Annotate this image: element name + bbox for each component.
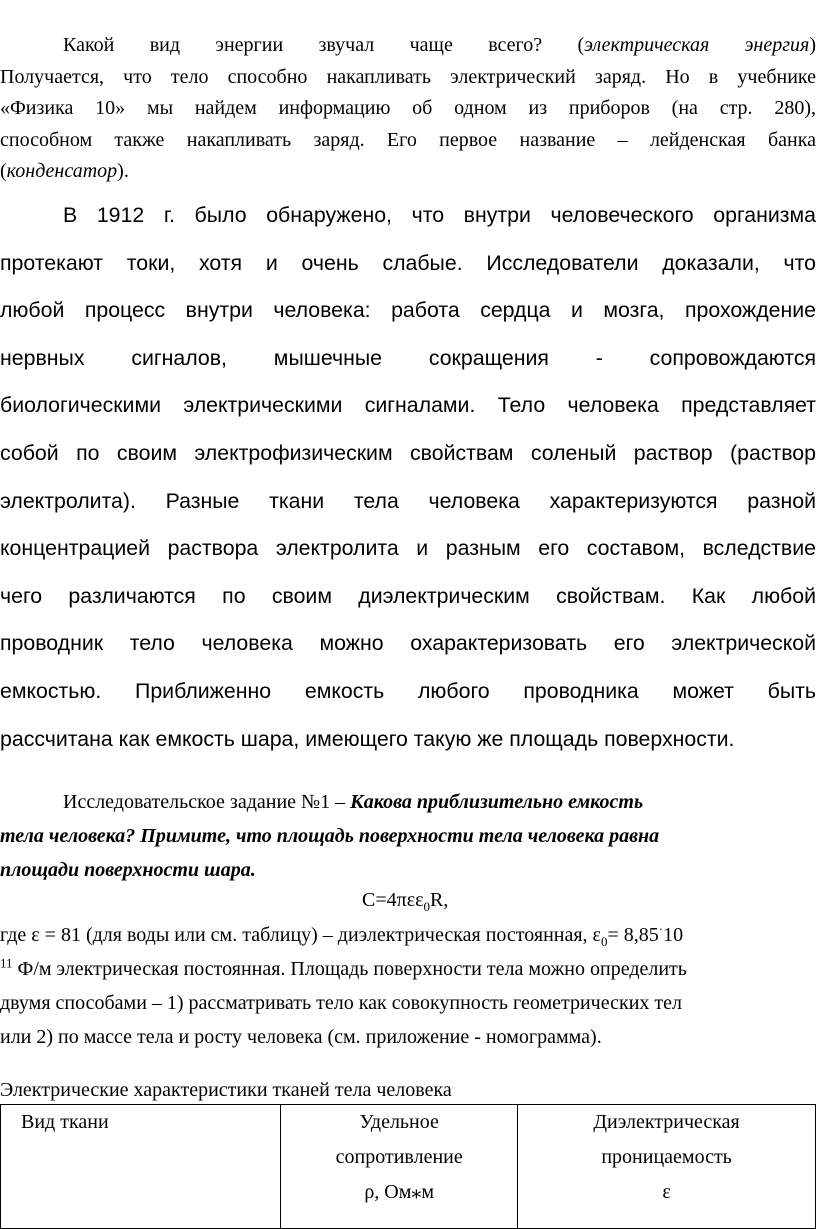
header-permittivity: Диэлектрическая проницаемость ε xyxy=(518,1105,816,1229)
body-line: собой по своим электрофизическим свойствам соленый раствор (раствор xyxy=(0,440,816,465)
body-line: рассчитана как емкость шара, имеющего такую же площадь поверхности. xyxy=(0,726,735,751)
body-line: проводник тело человека можно охарактеризовать его электрической xyxy=(0,631,816,656)
intro-line-3: «Физика 10» мы найдем информацию об одном из приборов (на стр. 280), xyxy=(0,97,816,120)
research-task xyxy=(0,785,816,887)
table-header-row xyxy=(1,1105,816,1229)
task-label: Исследовательское задание №1 – xyxy=(63,791,351,813)
body-line: чего различаются по своим диэлектрическим свойствам. Как любой xyxy=(0,583,816,608)
intro-paragraph xyxy=(0,30,816,188)
intro-line-1: Какой вид энергии звучал чаще всего? (электрическая энергия) xyxy=(63,34,816,56)
body-line: биологическими электрическими сигналами. Тело человека представляет xyxy=(0,393,816,418)
explanation-line: или 2) по массе тела и росту человека (см. приложение - номограмма). xyxy=(0,1026,602,1048)
task-question-part: площади поверхности шара. xyxy=(0,859,256,881)
explanation-line: $^{11}$ Ф/м электрическая постоянная. Площадь поверхности тела можно определить xyxy=(0,955,687,980)
task-line-1 xyxy=(0,785,816,819)
body-line: нервных сигналов, мышечные сокращения - сопровождаются xyxy=(0,345,816,370)
task-question-part: тела человека? Примите, что площадь поверхности тела человека равна xyxy=(0,825,660,847)
capacitance-formula: C=4πεε$_0$R, xyxy=(362,889,449,914)
body-line: любой процесс внутри человека: работа сердца и мозга, прохождение xyxy=(0,298,816,323)
task-question-part: Какова приблизительно емкость xyxy=(350,791,644,813)
body-line: электролита). Разные ткани тела человека характеризуются разной xyxy=(0,488,816,513)
body-paragraph xyxy=(0,192,816,763)
body-line: В 1912 г. было обнаружено, что внутри человеческого организма xyxy=(63,203,816,227)
header-tissue-type: Вид ткани xyxy=(1,1105,281,1229)
intro-line-5: (конденсатор). xyxy=(0,160,129,183)
body-line: протекают токи, хотя и очень слабые. Исследователи доказали, что xyxy=(0,250,816,275)
body-line: емкостью. Приближенно емкость любого проводника может быть xyxy=(0,678,816,703)
body-line: концентрацией раствора электролита и разным его составом, вследствие xyxy=(0,536,816,561)
intro-line-4: способном также накапливать заряд. Его первое название – лейденская банка xyxy=(0,128,816,151)
explanation-line: где ε = 81 (для воды или см. таблицу) – диэлектрическая постоянная, $\varepsilon_0= 8,85^\cdot 10$ xyxy=(0,921,684,949)
tissue-properties-table xyxy=(0,1104,816,1229)
intro-line-2: Получается, что тело способно накапливать электрический заряд. Но в учебнике xyxy=(0,65,816,88)
header-resistivity: Удельное сопротивление ρ, Ом⁎м xyxy=(281,1105,518,1229)
table-caption: Электрические характеристики тканей тела человека xyxy=(0,1079,452,1101)
explanation-line: двумя способами – 1) рассматривать тело как совокупность геометрических тел xyxy=(0,992,683,1014)
formula-explanation xyxy=(0,918,816,1054)
